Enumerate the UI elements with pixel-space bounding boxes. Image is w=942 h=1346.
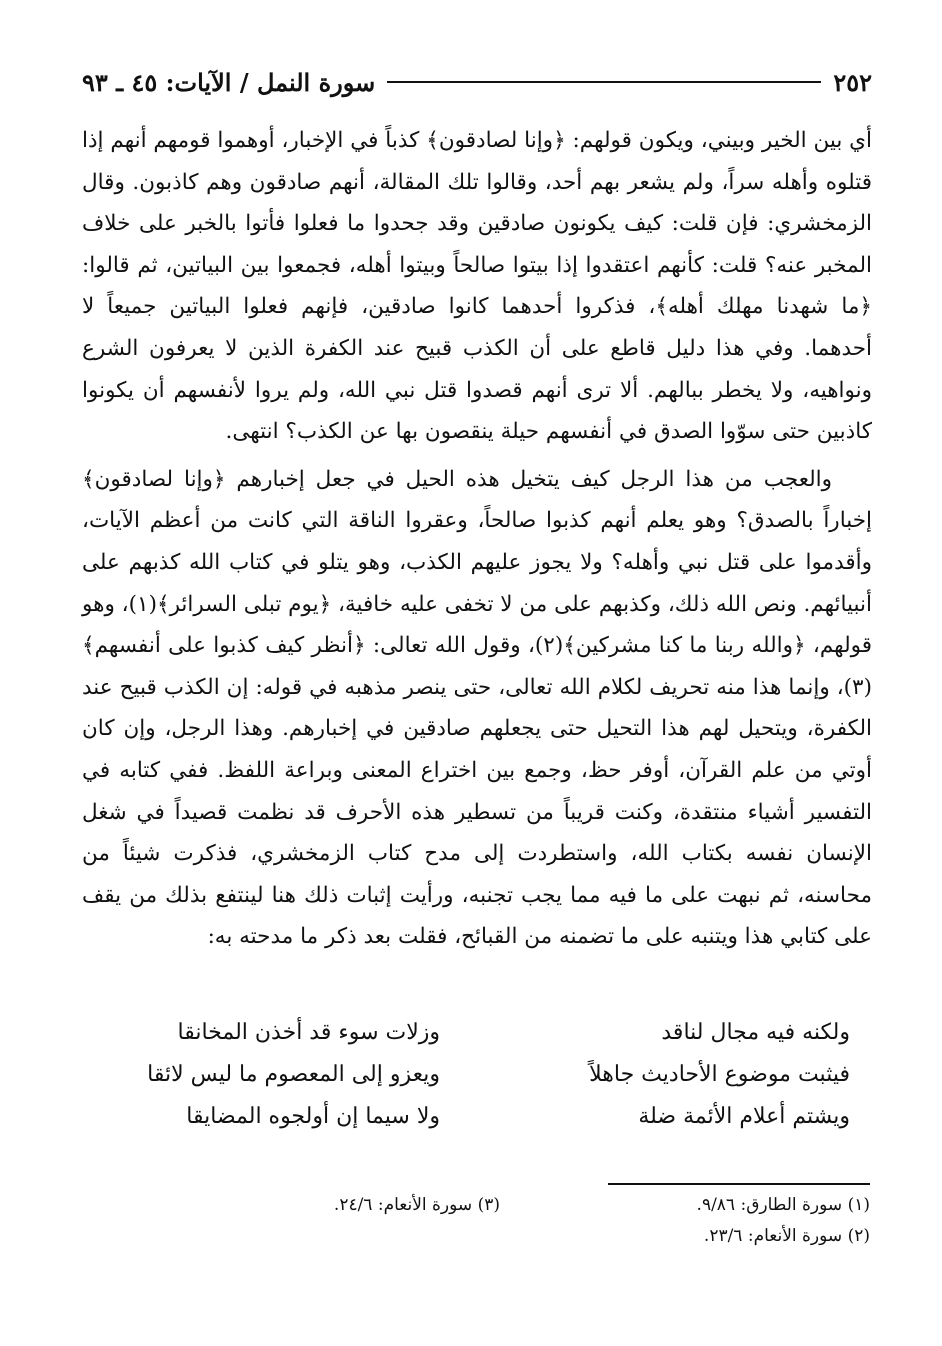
footnote-2: (٢) سورة الأنعام: ٢٣/٦.: [703, 1226, 870, 1246]
running-title: سورة النمل / الآيات: ٤٥ ـ ٩٣: [82, 67, 376, 97]
footnote-rule: [608, 1183, 870, 1185]
footnote-3: (٣) سورة الأنعام: ٢٤/٦.: [333, 1195, 500, 1215]
paragraph-1: أي بين الخير وبيني، ويكون قولهم: ﴿وإنا لصادقون﴾ كذباً في الإخبار، أوهموا قومهم أنهم إذا قتلوه وأهله سراً، ولم يشعر بهم أحد، وقالوا تلك المقالة، أنهم صادقون وهم كاذبون. وقال الزمخشري: فإن قلت: كيف يكونون صادقين وقد جحدوا ما فعلوا فأتوا بالخبر على خلاف المخبر عنه؟ قلت: كأنهم اعتقدوا إذا بيتوا صالحاً وبيتوا أهله، فجمعوا بين البياتين، ثم قالوا: ﴿ما شهدنا مهلك أهله﴾، فذكروا أحدهما كانوا صادقين، فإنهم فعلوا البياتين جميعاً لا أحدهما. وفي هذا دليل قاطع على أن الكذب قبيح عند الكفرة الذين لا يعرفون الشرع ونواهيه، ولا يخطر ببالهم. ألا ترى أنهم قصدوا قتل نبي الله، ولم يروا لأنفسهم أن يكونوا كاذبين حتى سوّوا الصدق في أنفسهم حيلة ينقصون بها عن الكذب؟ انتهى.: [82, 128, 872, 445]
verse-first-hemistich: ويشتم أعلام الأئمة ضلة: [638, 1104, 850, 1129]
poem-verse: [120, 1012, 850, 1054]
main-text: [82, 120, 872, 958]
poem-verse: [120, 1096, 850, 1138]
verse-first-hemistich: ولكنه فيه مجال لناقد: [661, 1020, 850, 1045]
page-header: [82, 62, 872, 102]
footnote-row: [240, 1221, 870, 1252]
verse-second-hemistich: وزلات سوء قد أخذن المخانقا: [177, 1020, 440, 1045]
page-number: ٢٥٢: [833, 67, 872, 97]
poem: [120, 1012, 850, 1138]
poem-verse: [120, 1054, 850, 1096]
footnote-row: [240, 1190, 870, 1221]
footnote-1: (١) سورة الطارق: ٩/٨٦.: [696, 1195, 870, 1215]
header-rule: [387, 81, 821, 83]
verse-second-hemistich: ولا سيما إن أولجوه المضايقا: [186, 1104, 440, 1129]
paragraph-2: والعجب من هذا الرجل كيف يتخيل هذه الحيل في جعل إخبارهم ﴿وإنا لصادقون﴾ إخباراً بالصدق؟ وهو يعلم أنهم كذبوا صالحاً، وعقروا الناقة التي كانت من أعظم الآيات، وأقدموا على قتل نبي وأهله؟ ولا يجوز عليهم الكذب، وهو يتلو في كتاب الله كذبهم على أنبيائهم. ونص الله ذلك، وكذبهم على من لا تخفى عليه خافية، ﴿يوم تبلى السرائر﴾(١)، وهو قولهم، ﴿والله ربنا ما كنا مشركين﴾(٢)، وقول الله تعالى: ﴿أنظر كيف كذبوا على أنفسهم﴾(٣)، وإنما هذا منه تحريف لكلام الله تعالى، حتى ينصر مذهبه في قوله: إن الكذب قبيح عند الكفرة، ويتحيل لهم هذا التحيل حتى يجعلهم صادقين في إخبارهم. وهذا الرجل، وإن كان أوتي من علم القرآن، أوفر حظ، وجمع بين اختراع المعنى وبراعة اللفظ. ففي كتابه في التفسير أشياء منتقدة، وكنت قريباً من تسطير هذه الأحرف قد نظمت قصيداً في شغل الإنسان نفسه بكتاب الله، واستطردت إلى مدح كتاب الزمخشري، فذكرت شيئاً من محاسنه، ثم نبهت على ما فيه مما يجب تجنبه، ورأيت إثبات ذلك هنا لينتفع بذلك من يقف على كتابي هذا ويتنبه على ما تضمنه من القبائح، فقلت بعد ذكر ما مدحته به:: [82, 466, 872, 950]
footnotes: [240, 1190, 870, 1252]
verse-first-hemistich: فيثبت موضوع الأحاديث جاهلاً: [589, 1062, 850, 1087]
verse-second-hemistich: ويعزو إلى المعصوم ما ليس لائقا: [147, 1062, 440, 1087]
